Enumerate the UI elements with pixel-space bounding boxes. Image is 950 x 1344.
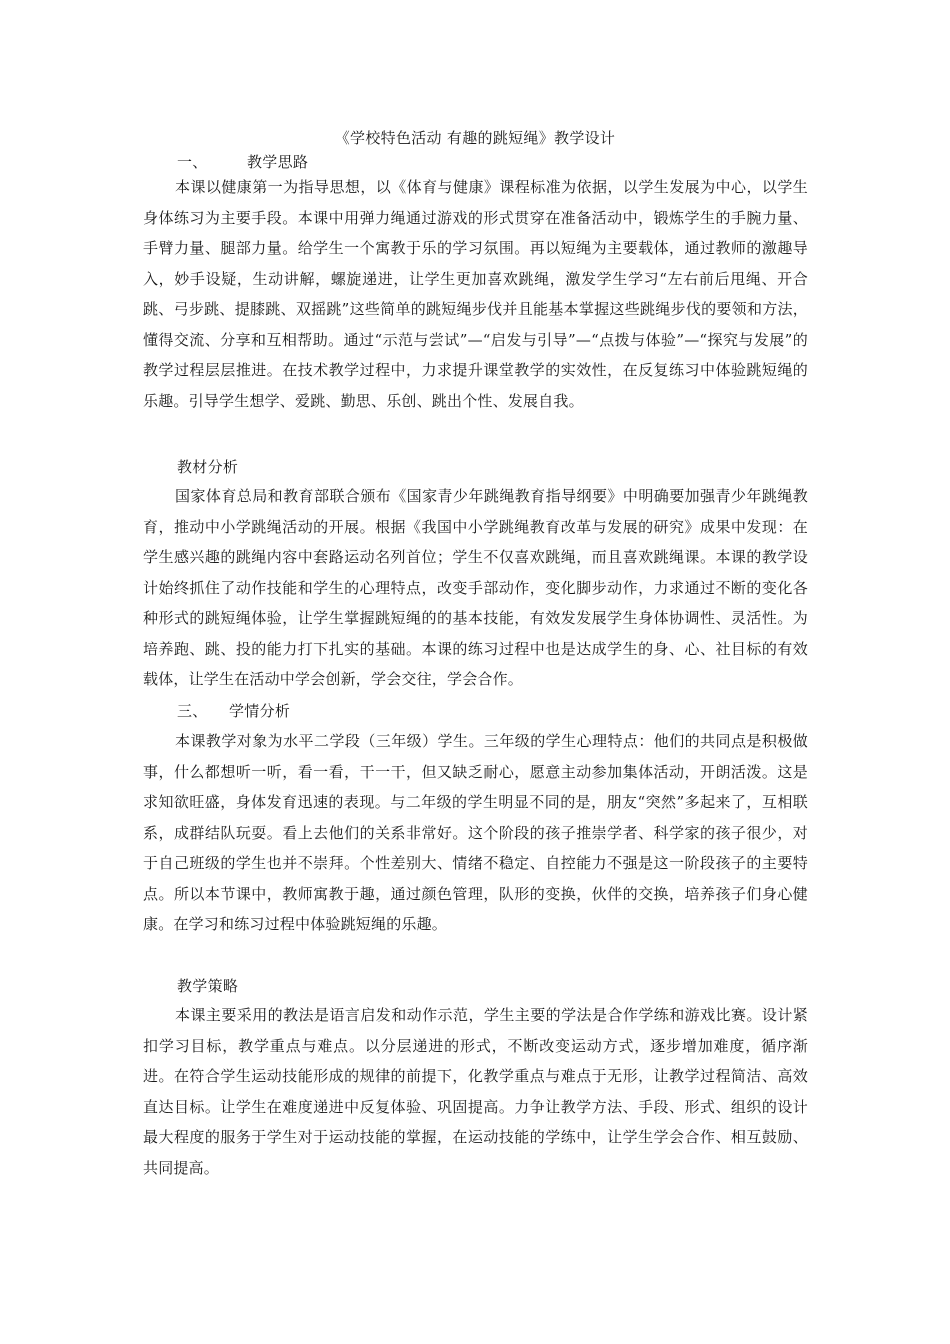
section-title: 学情分析 bbox=[229, 702, 291, 720]
document-title: 《学校特色活动 有趣的跳短绳》教学设计 bbox=[334, 129, 616, 147]
section-number: 三、 bbox=[177, 702, 208, 720]
section-number: 一、 bbox=[177, 153, 208, 171]
section-heading-student-analysis bbox=[177, 700, 290, 722]
section-heading-teaching-strategy bbox=[177, 975, 238, 997]
section-title: 教材分析 bbox=[177, 458, 239, 476]
section-body-teaching-strategy: 本课主要采用的教法是语言启发和动作示范，学生主要的学法是合作学练和游戏比赛。设计紧扣学习目标，教学重点与难点。以分层递进的形式，不断改变运动方式，逐步增加难度，循序渐进。在符合学生运动技能形成的规律的前提下，化教学重点与难点于无形，让教学过程简洁、高效直达目标。让学生在难度递进中反复体验、巩固提高。力争让教学方法、手段、形式、组织的设计最大程度的服务于学生对于运动技能的掌握，在运动技能的学练中，让学生学会合作、相互鼓励、共同提高。 bbox=[143, 1006, 808, 1177]
section-heading-material-analysis bbox=[177, 456, 238, 478]
section-body-student-analysis: 本课教学对象为水平二学段（三年级）学生。三年级的学生心理特点：他们的共同点是积极做事，什么都想听一听，看一看，干一干，但又缺乏耐心，愿意主动参加集体活动，开朗活泼。这是求知欲旺盛，身体发育迅速的表现。与二年级的学生明显不同的是，朋友“突然”多起来了，互相联系，成群结队玩耍。看上去他们的关系非常好。这个阶段的孩子推崇学者、科学家的孩子很少，对于自己班级的学生也并不崇拜。个性差别大、情绪不稳定、自控能力不强是这一阶段孩子的主要特点。所以本节课中，教师寓教于趣，通过颜色管理，队形的变换，伙伴的交换，培养孩子们身心健康。在学习和练习过程中体验跳短绳的乐趣。 bbox=[143, 732, 808, 933]
section-title: 教学策略 bbox=[177, 977, 239, 995]
section-heading-teaching-approach bbox=[177, 151, 308, 173]
section-body-material-analysis: 国家体育总局和教育部联合颁布《国家青少年跳绳教育指导纲要》中明确要加强青少年跳绳教育，推动中小学跳绳活动的开展。根据《我国中小学跳绳教育改革与发展的研究》成果中发现：在学生感兴趣的跳绳内容中套路运动名列首位；学生不仅喜欢跳绳，而且喜欢跳绳课。本课的教学设计始终抓住了动作技能和学生的心理特点，改变手部动作，变化脚步动作，力求通过不断的变化各种形式的跳短绳体验，让学生掌握跳短绳的的基本技能，有效发发展学生身体协调性、灵活性。为培养跑、跳、投的能力打下扎实的基础。本课的练习过程中也是达成学生的身、心、社目标的有效载体，让学生在活动中学会创新，学会交往，学会合作。 bbox=[143, 487, 808, 688]
section-body-teaching-approach: 本课以健康第一为指导思想，以《体育与健康》课程标准为依据，以学生发展为中心，以学生身体练习为主要手段。本课中用弹力绳通过游戏的形式贯穿在准备活动中，锻炼学生的手腕力量、手臂力量、腿部力量。给学生一个寓教于乐的学习氛围。再以短绳为主要载体，通过教师的激趣导入，妙手设疑，生动讲解，螺旋递进，让学生更加喜欢跳绳，激发学生学习“左右前后甩绳、开合跳、弓步跳、提膝跳、双摇跳”这些简单的跳短绳步伐并且能基本掌握这些跳绳步伐的要领和方法，懂得交流、分享和互相帮助。通过“示范与尝试”—“启发与引导”—“点拨与体验”—“探究与发展”的教学过程层层推进。在技术教学过程中，力求提升课堂教学的实效性，在反复练习中体验跳短绳的乐趣。引导学生想学、爱跳、勤思、乐创、跳出个性、发展自我。 bbox=[143, 178, 808, 410]
section-title: 教学思路 bbox=[247, 153, 309, 171]
